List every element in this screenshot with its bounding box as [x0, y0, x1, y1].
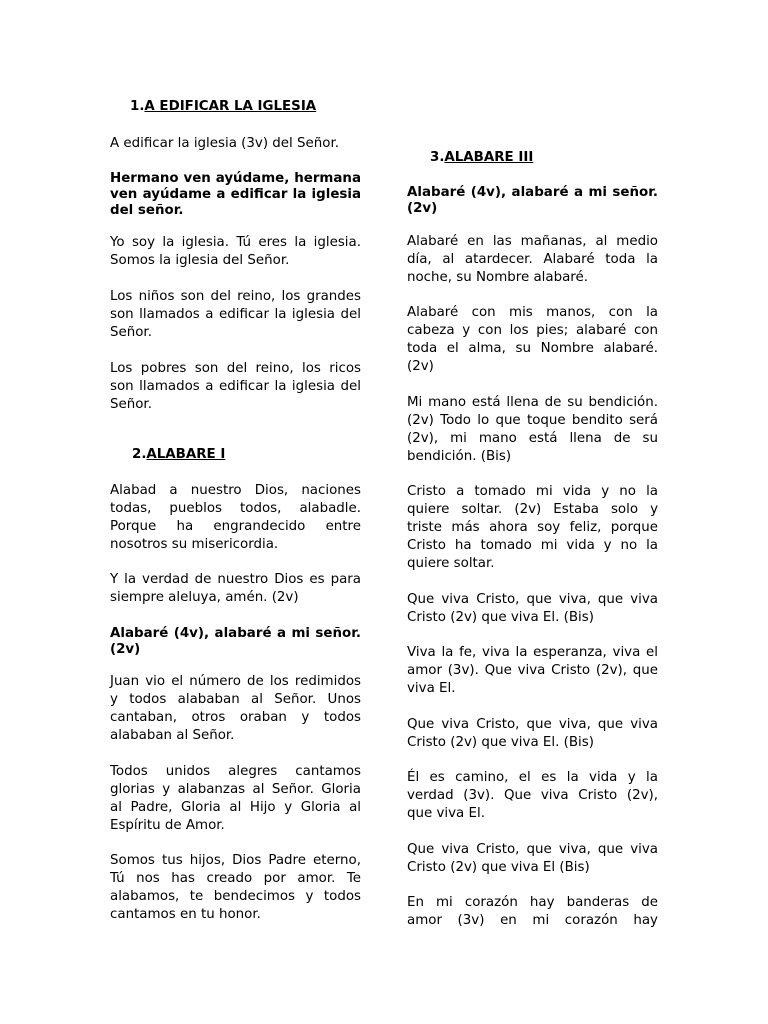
paragraph: Que viva Cristo, que viva, que viva Cristo (2v) que viva El. (Bis) — [407, 592, 658, 625]
chorus-paragraph: Alabaré (4v), alabaré a mi señor. (2v) — [407, 185, 658, 216]
paragraph: Cristo a tomado mi vida y no la quiere soltar. (2v) Estaba solo y triste más ahora soy feliz, porque Cristo ha tomado mi vida y no la quiere soltar. — [407, 484, 658, 571]
section-3-paragraph — [407, 394, 658, 466]
section-2-paragraph — [110, 673, 361, 745]
section-3-paragraph — [407, 716, 658, 752]
chorus-paragraph: Alabaré (4v), alabaré a mi señor. (2v) — [110, 626, 361, 657]
section-3-paragraph — [407, 841, 658, 877]
paragraph: Que viva Cristo, que viva, que viva Cristo (2v) que viva El (Bis) — [407, 842, 658, 875]
section-2-paragraph — [110, 482, 361, 554]
section-title: ALABARE III — [444, 150, 534, 165]
section-2-paragraph — [110, 571, 361, 607]
paragraph: Él es camino, el es la vida y la verdad (3v). Que viva Cristo (2v), que viva El. — [407, 770, 658, 821]
paragraph: Todos unidos alegres cantamos glorias y alabanzas al Señor. Gloria al Padre, Gloria al Hijo y Gloria al Espíritu de Amor. — [110, 764, 361, 833]
paragraph: Y la verdad de nuestro Dios es para siempre aleluya, amén. (2v) — [110, 572, 361, 605]
section-3-paragraph — [407, 483, 658, 573]
section-3-paragraph — [407, 644, 658, 698]
section-3-paragraph-continued — [407, 894, 658, 930]
section-3-paragraph — [407, 233, 658, 287]
paragraph: Que viva Cristo, que viva, que viva Cristo (2v) que viva El. (Bis) — [407, 717, 658, 750]
section-2-paragraph — [110, 852, 361, 924]
chorus-paragraph: Hermano ven ayúdame, hermana ven ayúdame a edificar la iglesia del señor. — [110, 171, 361, 218]
section-1-paragraph — [110, 234, 361, 270]
paragraph: Alabad a nuestro Dios, naciones todas, pueblos todos, alabadle. Porque ha engrandecido entre nosotros su misericordia. — [110, 483, 361, 552]
section-2-chorus — [110, 626, 361, 658]
paragraph: Juan vio el número de los redimidos y todos alababan al Señor. Unos cantaban, otros oraban y todos alababan al Señor. — [110, 674, 361, 743]
section-number: 3. — [430, 150, 445, 165]
paragraph: Alabaré con mis manos, con la cabeza y con los pies; alabaré con toda el alma, su Nombre alabaré. (2v) — [407, 305, 658, 374]
paragraph: Mi mano está llena de su bendición. (2v) Todo lo que toque bendito será (2v), mi mano está llena de su bendición. (Bis) — [407, 395, 658, 464]
paragraph: Alabaré en las mañanas, al medio día, al atardecer. Alabaré toda la noche, su Nombre alabaré. — [407, 234, 658, 285]
section-3-heading — [430, 149, 681, 167]
section-3-chorus — [407, 185, 658, 217]
section-3-paragraph — [407, 769, 658, 823]
section-3-paragraph — [407, 304, 658, 376]
paragraph: A edificar la iglesia (3v) del Señor. — [110, 136, 339, 151]
paragraph: Somos tus hijos, Dios Padre eterno, Tú nos has creado por amor. Te alabamos, te bendecimos y todos cantamos en tu honor. — [110, 853, 361, 922]
section-number: 1. — [130, 99, 145, 114]
paragraph: En mi corazón hay banderas de amor (3v) en mi corazón hay — [407, 895, 658, 928]
section-2-paragraph — [110, 763, 361, 835]
section-1-heading — [130, 98, 381, 116]
paragraph: Viva la fe, viva la esperanza, viva el amor (3v). Que viva Cristo (2v), que viva El. — [407, 645, 658, 696]
section-1-chorus — [110, 171, 361, 219]
section-1-paragraph — [110, 288, 361, 342]
paragraph: Los niños son del reino, los grandes son llamados a edificar la iglesia del Señor. — [110, 289, 361, 340]
section-1-paragraph — [110, 135, 361, 153]
section-title: A EDIFICAR LA IGLESIA — [144, 99, 317, 114]
section-title: ALABARE I — [146, 447, 226, 462]
paragraph: Los pobres son del reino, los ricos son llamados a edificar la iglesia del Señor. — [110, 361, 361, 412]
section-1-paragraph — [110, 360, 361, 414]
section-2-heading — [132, 446, 383, 464]
section-3-paragraph — [407, 591, 658, 627]
section-number: 2. — [132, 447, 147, 462]
paragraph: Yo soy la iglesia. Tú eres la iglesia. Somos la iglesia del Señor. — [110, 235, 361, 268]
